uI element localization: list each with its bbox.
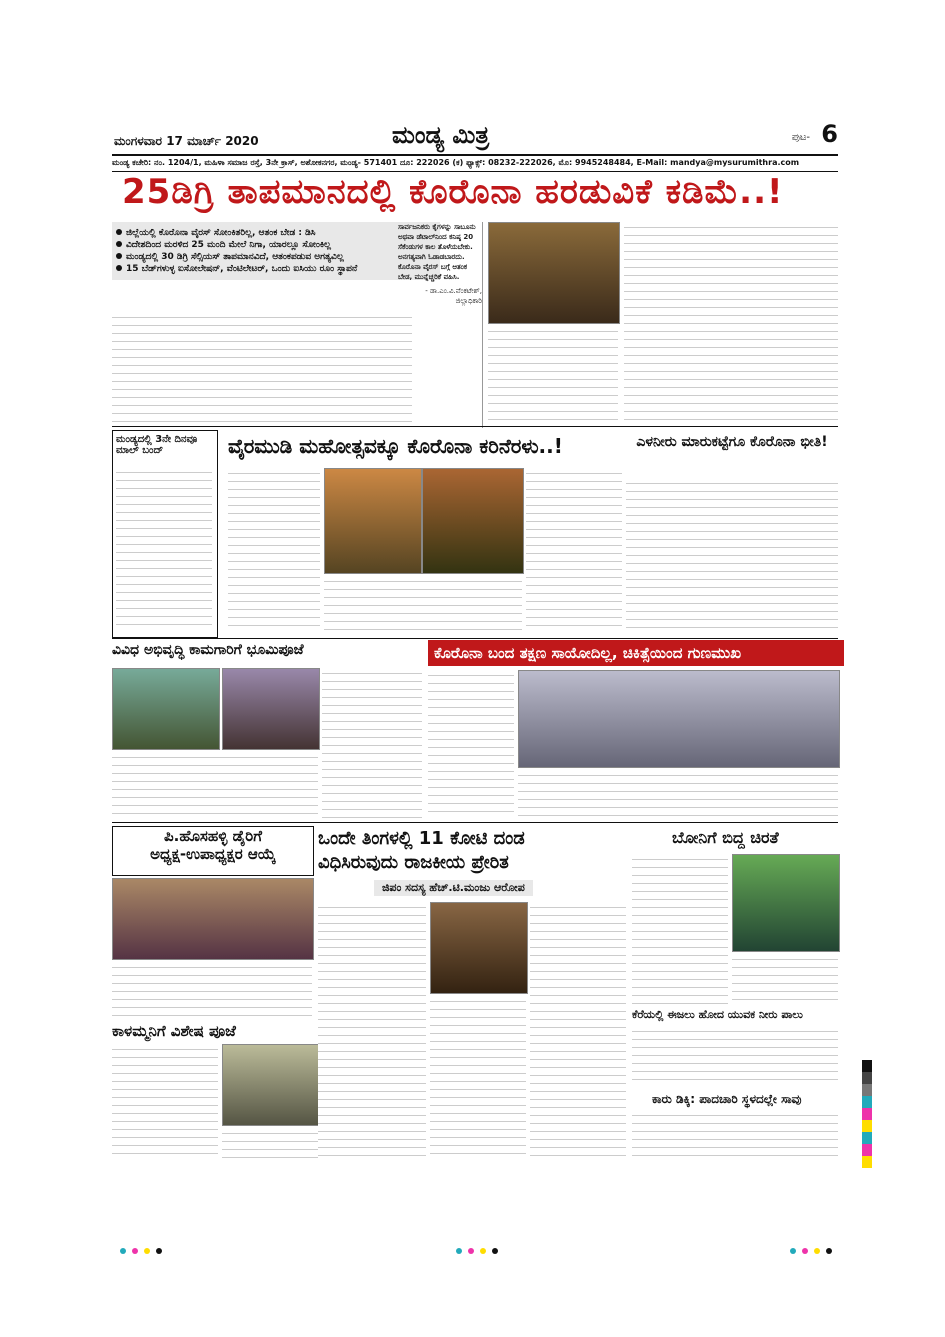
lead-bullet: 15 ಬೆಡ್‌ಗಳುಳ್ಳ ಐಸೋಲೇಷನ್, ವೆಂಟಿಲೇಟರ್, ಒಂದು ಐಸಿಯು ರೂಂ ಸ್ಥಾಪನೆ [116,264,436,274]
bonu-headline: ಬೋನಿಗೆ ಬಿದ್ದ ಚಿರತೆ [672,828,779,847]
eleniru-body [626,478,838,632]
bhoomi-headline: ವಿವಿಧ ಅಭಿವೃದ್ಧಿ ಕಾಮಗಾರಿಗೆ ಭೂಮಿಪೂಜೆ [112,642,304,658]
page-number: 6 [821,120,838,148]
bandh-box [112,430,218,638]
bullet-icon [116,253,122,259]
kalamma-body-2 [222,1128,318,1160]
bandh-body [116,467,212,632]
vairamudi-body-2 [324,576,522,632]
eleniru-headline: ಎಳನೀರು ಮಾರುಕಟ್ಟೆಗೂ ಕೊರೊನಾ ಭೀತಿ! [636,434,828,450]
lead-body-3 [624,222,838,422]
lead-headline: 25ಡಿಗ್ರಿ ತಾಪಮಾನದಲ್ಲಿ ಕೊರೊನಾ ಹರಡುವಿಕೆ ಕಡಿಮೆ..! [122,172,784,212]
dairy-headline-2: ಅಧ್ಯಕ್ಷ-ಉಪಾಧ್ಯಕ್ಷರ ಆಯ್ಕೆ [150,845,276,863]
car-headline: ಕಾರು ಡಿಕ್ಕಿ: ಪಾದಚಾರಿ ಸ್ಥಳದಲ್ಲೇ ಸಾವು [652,1092,802,1106]
registration-mark [132,1248,138,1254]
newspaper-page [112,112,838,1240]
fine-body-2 [430,996,526,1160]
kalamma-photo [222,1044,320,1126]
vairamudi-body-3 [526,468,622,632]
dc-quote: ಸಾರ್ವಜನಿಕರು ಕೈಗಳನ್ನು ಸಾಬೂನು ಅಥವಾ ಡೆಟಾಲ್‌ನಿಂದ ಕನಿಷ್ಠ 20 ಸೆಕೆಂಡುಗಳ ಕಾಲ ತೊಳೆಯಬೇಕು. ಅನಗತ್ಯವಾಗಿ ಓಡಾಡಬಾರದು. ಕೊರೊನಾ ವೈರಸ್ ಬಗ್ಗೆ ಆತಂಕ ಬೇಡ, ಮುನ್ನೆಚ್ಚರಿಕೆ ವಹಿಸಿ. - ಡಾ.ಎಂ.ವಿ.ವೆಂಕಟೇಶ್, ಜಿಲ್ಲಾಧಿಕಾರಿ [398,222,483,428]
registration-mark [492,1248,498,1254]
divider [112,822,838,823]
registration-mark [826,1248,832,1254]
fine-body [318,902,426,1160]
fine-photo [430,902,528,994]
lead-body-2 [488,326,618,422]
bonu-photo [732,854,840,952]
registration-mark [814,1248,820,1254]
bullet-icon [116,229,122,235]
vairamudi-body [228,468,320,632]
divider [112,426,838,427]
lead-bullet: ಜಿಲ್ಲೆಯಲ್ಲಿ ಕೊರೊನಾ ವೈರಸ್ ಸೋಂಕಿತರಿಲ್ಲ, ಆತಂಕ ಬೇಡ : ಡಿಸಿ [116,228,436,238]
lead-bullet: ವಿದೇಶದಿಂದ ಮರಳಿದ 25 ಮಂದಿ ಮೇಲೆ ನಿಗಾ, ಯಾರಲ್ಲೂ ಸೋಂಕಿಲ್ಲ [116,240,436,250]
dc-photo [488,222,620,324]
registration-mark [790,1248,796,1254]
kalamma-body [112,1044,218,1160]
vairamudi-photo-1 [324,468,422,574]
lead-bullets [112,222,440,280]
bonu-body-2 [732,954,838,1004]
vairamudi-headline: ವೈರಮುಡಿ ಮಹೋತ್ಸವಕ್ಕೂ ಕೊರೊನಾ ಕರಿನೆರಳು..! [228,434,563,458]
bhoomi-photo-2 [222,668,320,750]
corona-band-body-2 [518,770,838,818]
eleniru-box [626,430,838,636]
car-body [632,1110,838,1160]
issue-date: ಮಂಗಳವಾರ 17 ಮಾರ್ಚ್ 2020 [114,134,259,148]
corona-band-photo [518,670,840,768]
newspaper-logo: ಮಂಡ್ಯ ಮಿತ್ರ [392,120,490,149]
registration-mark [468,1248,474,1254]
kere-body [632,1026,838,1086]
bhoomi-body-2 [322,668,422,818]
registration-mark [144,1248,150,1254]
lead-bullet: ಮಂಡ್ಯದಲ್ಲಿ 30 ಡಿಗ್ರಿ ಸೆಲ್ಸಿಯಸ್ ತಾಪಮಾನವಿದೆ, ಆತಂಕಪಡುವ ಅಗತ್ಯವಿಲ್ಲ [116,252,436,262]
registration-mark [456,1248,462,1254]
bonu-body [632,854,728,1004]
lead-body [112,312,412,422]
corona-band-body [428,670,514,818]
bhoomi-photo-1 [112,668,220,750]
office-address: ಮಂಡ್ಯ ಕಚೇರಿ: ನಂ. 1204/1, ಮಹಿಳಾ ಸಮಾಜ ರಸ್ತೆ, 3ನೇ ಕ್ರಾಸ್, ಅಶೋಕನಗರ, ಮಂಡ್ಯ- 571401 ದೂ: 222026 (ಕ) ಫ್ಯಾಕ್ಸ್: 08232-222026, ಮೊ: 9945248484, E-Mail: mandya@mysurumithra.com [112,158,838,172]
registration-mark [120,1248,126,1254]
fine-headline-1: ಒಂದೇ ತಿಂಗಳಲ್ಲಿ 11 ಕೋಟಿ ದಂಡ [318,828,525,849]
dairy-headline-box [112,826,314,876]
kere-headline: ಕೆರೆಯಲ್ಲಿ ಈಜಲು ಹೋದ ಯುವಕ ನೀರು ಪಾಲು [632,1008,803,1021]
corona-band-headline: ಕೊರೊನಾ ಬಂದ ತಕ್ಷಣ ಸಾಯೋದಿಲ್ಲ, ಚಿಕಿತ್ಸೆಯಿಂದ ಗುಣಮುಖ [428,640,844,666]
color-strip [862,1060,872,1168]
dairy-photo [112,878,314,960]
dairy-headline-1: ಪಿ.ಹೊಸಹಳ್ಳಿ ಡೈರಿಗೆ [164,827,262,845]
divider [112,638,838,639]
page-label: ಪುಟ- [791,132,810,143]
fine-body-3 [530,902,626,1160]
fine-headline-2: ವಿಧಿಸಿರುವುದು ರಾಜಕೀಯ ಪ್ರೇರಿತ [318,852,509,873]
registration-mark [480,1248,486,1254]
dairy-body [112,962,312,1018]
bhoomi-body [112,752,318,818]
masthead [112,120,838,156]
bandh-title: ಮಂಡ್ಯದಲ್ಲಿ 3ನೇ ದಿನವೂ ಮಾಲ್ ಬಂದ್ [116,434,198,456]
bullet-icon [116,241,122,247]
bullet-icon [116,265,122,271]
fine-subhead: ಜಿಪಂ ಸದಸ್ಯ ಹೆಚ್.ಟಿ.ಮಂಜು ಆರೋಪ [374,880,533,896]
registration-mark [156,1248,162,1254]
vairamudi-photo-2 [422,468,524,574]
kalamma-headline: ಕಾಳಮ್ಮನಿಗೆ ವಿಶೇಷ ಪೂಜೆ [112,1022,236,1040]
registration-mark [802,1248,808,1254]
